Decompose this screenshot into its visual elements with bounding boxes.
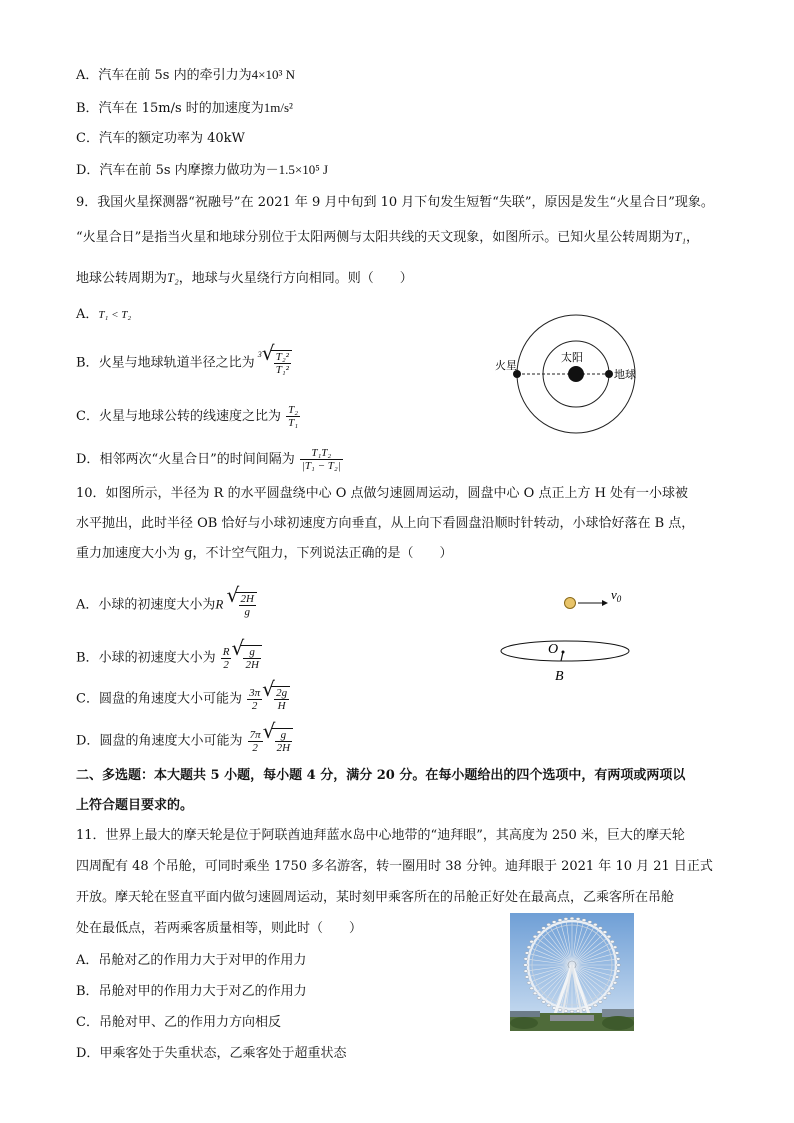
q11-option-a [76, 953, 306, 969]
gondola [588, 921, 592, 924]
option-label: D． [76, 1046, 100, 1061]
gondola [582, 1009, 586, 1012]
gondola [542, 927, 546, 930]
gondola [598, 1001, 602, 1004]
gondola [552, 921, 556, 924]
radius-ob [561, 652, 563, 661]
fraction [221, 646, 232, 671]
option-text: 汽车在前 5s 内的牵引力为 [98, 68, 252, 83]
gondola [598, 927, 602, 930]
gondola [582, 919, 586, 922]
option-text: 小球的初速度大小为 [98, 650, 216, 666]
frac-numerator: √ g [243, 646, 260, 659]
option-math: R [215, 596, 224, 612]
sun [568, 366, 584, 382]
q9-stem-line2 [76, 229, 699, 246]
frac-numerator: T₂² [275, 351, 289, 363]
option-label: C． [76, 1015, 99, 1030]
frac-numerator: √ 2H [240, 593, 254, 605]
option-label: B． [76, 101, 99, 116]
disk [501, 641, 629, 661]
gondola [570, 1010, 574, 1013]
frac-denominator: 2 [252, 741, 258, 754]
option-label: B． [76, 650, 99, 666]
q8-option-d [76, 162, 328, 179]
frac-denominator: g [244, 606, 250, 618]
option-math: 4×10³ N [251, 67, 295, 82]
gondola [564, 1010, 568, 1013]
v0-label: $v_0$ [611, 587, 622, 604]
ball [565, 598, 576, 609]
option-label: D． [76, 163, 100, 178]
gondola [570, 917, 574, 920]
b-label: B [555, 669, 564, 684]
option-text: 圆盘的角速度大小可能为 [99, 733, 243, 749]
q11-option-d [76, 1046, 346, 1062]
gondola [530, 940, 534, 943]
frac-denominator: |T₁ − T₂| [301, 460, 341, 472]
option-text: 吊舱对甲、乙的作用力方向相反 [98, 1015, 281, 1030]
gondola [610, 987, 614, 990]
frac-numerator: √ g [275, 729, 292, 742]
fraction [300, 447, 343, 472]
option-math: 1m/s² [263, 100, 293, 115]
option-label: A． [76, 307, 99, 322]
q10-stem-line1: 10．如图所示，半径为 R 的水平圆盘绕中心 O 点做匀速圆周运动，圆盘中心 O 点正上方 H 处有一小球被 [76, 486, 689, 501]
frac-denominator: 2 [223, 658, 229, 671]
frac-denominator: 2 [251, 699, 258, 712]
frac-denominator: 2H [245, 659, 259, 671]
option-label: A． [76, 597, 99, 613]
earth-label: 地球 [614, 369, 636, 381]
gondola [524, 964, 528, 967]
earth [605, 370, 613, 378]
frac-denominator: 2H [276, 742, 291, 754]
gondola [525, 976, 529, 979]
gondola [607, 992, 611, 995]
stem-text: ，地球与火星绕行方向相同。则（ ） [178, 271, 413, 286]
option-text: 圆盘的角速度大小可能为 [98, 691, 242, 707]
q9-stem-line1: 9．我国火星探测器“祝融号”在 2021 年 9 月中旬到 10 月下旬发生短暂“失联”，原因是发生“火星合日”现象。 [76, 195, 714, 210]
cube-root [257, 350, 292, 376]
gondola [615, 976, 619, 979]
option-math: T₁ < T₂ [98, 309, 132, 321]
gondola [610, 940, 614, 943]
gondola [558, 919, 562, 922]
q11-stem-line2: 四周配有 48 个吊舱，可同时乘坐 1750 多名游客，转一圈用时 38 分钟。迪拜眼于 2021 年 10 月 21 日正式 [76, 859, 713, 874]
option-label: B． [76, 984, 99, 999]
q9-option-c [76, 404, 301, 429]
sun-label: 太阳 [561, 352, 583, 364]
q9-option-a [76, 307, 131, 323]
option-math: －1.5×10⁵ J [265, 162, 329, 177]
fraction [247, 687, 262, 712]
q10-option-a [76, 592, 257, 618]
q11-stem-line4: 处在最低点，若两乘客质量相等，则此时（ ） [76, 921, 363, 936]
frac-numerator: √ 2g [276, 687, 288, 699]
q10-option-c [76, 686, 290, 712]
gondola [524, 958, 528, 961]
option-label: C． [76, 409, 99, 424]
gondola [547, 923, 551, 926]
square-root [272, 728, 293, 754]
disk-ball-figure [495, 585, 640, 685]
fraction [286, 404, 300, 429]
gondola [576, 918, 580, 921]
section2-line2: 上符合题目要求的。 [76, 798, 194, 813]
option-label: B． [76, 355, 99, 371]
symbol-t1: T₁ [674, 229, 687, 244]
stem-text: 地球公转周期为 [76, 271, 168, 286]
stem-text: “火星合日”是指当火星和地球分别位于太阳两侧与太阳共线的天文现象，如图所示。已知火星公转周期为 [76, 230, 675, 245]
q10-option-b [76, 645, 262, 671]
option-text: 汽车在 15m/s 时的加速度为 [98, 101, 264, 116]
option-label: D． [76, 452, 100, 467]
frac-numerator: 3π [249, 686, 261, 699]
gondola [613, 946, 617, 949]
frac-denominator: T₁² [275, 364, 289, 376]
q11-option-c [76, 1015, 281, 1031]
gondola [542, 1001, 546, 1004]
q10-option-d [76, 728, 293, 754]
option-text: 汽车的额定功率为 40kW [98, 131, 245, 146]
gondola [547, 1004, 551, 1007]
gondola [607, 935, 611, 938]
stem-punct: ， [686, 230, 700, 245]
frac-numerator: T₂ [288, 404, 299, 416]
gondola [593, 923, 597, 926]
symbol-t2: T₂ [167, 270, 179, 285]
option-label: D． [76, 733, 100, 749]
option-label: C． [76, 691, 99, 707]
q8-option-a [76, 67, 295, 84]
q9-stem-line3 [76, 270, 413, 287]
gondola [533, 992, 537, 995]
fraction [248, 729, 263, 754]
square-root [236, 592, 257, 618]
option-label: C． [76, 131, 99, 146]
gondola [564, 918, 568, 921]
q11-stem-line3: 开放。摩天轮在竖直平面内做匀速圆周运动，某时刻甲乘客所在的吊舱正好处在最高点，乙乘客所在吊舱 [76, 890, 675, 905]
square-root [240, 645, 261, 671]
option-text: 甲乘客处于失重状态，乙乘客处于超重状态 [99, 1046, 347, 1061]
q8-option-c [76, 131, 245, 147]
frac-numerator: R [222, 645, 230, 658]
frac-denominator: H [277, 700, 286, 712]
root-index: √ 3 [257, 350, 262, 359]
q9-option-b [76, 350, 292, 376]
gondola [533, 935, 537, 938]
gondola [617, 964, 621, 967]
q8-option-b [76, 100, 293, 117]
option-text: 吊舱对甲的作用力大于对乙的作用力 [98, 984, 307, 999]
q11-stem-line1: 11．世界上最大的摩天轮是位于阿联酋迪拜蓝水岛中心地带的“迪拜眼”，其高度为 250 米，巨大的摩天轮 [76, 828, 685, 843]
gondola [576, 1010, 580, 1013]
gondola [527, 981, 531, 984]
option-text: 火星与地球公转的线速度之比为 [98, 409, 281, 424]
gondola [524, 970, 528, 973]
ferris-wheel-illustration [510, 913, 634, 1031]
square-root [271, 686, 290, 712]
option-text: 汽车在前 5s 内摩擦力做功为 [99, 163, 266, 178]
frac-denominator: T₁ [288, 417, 299, 429]
option-text: 火星与地球轨道半径之比为 [98, 355, 255, 371]
option-label: A． [76, 953, 99, 968]
gondola [603, 931, 607, 934]
gondola [615, 952, 619, 955]
frac-numerator: T₁T₂ [300, 447, 343, 460]
gondola [525, 952, 529, 955]
arrow-head [602, 600, 608, 606]
gondola [537, 931, 541, 934]
gondola [616, 958, 620, 961]
gondola [616, 970, 620, 973]
mars-earth-sun-figure [490, 312, 650, 440]
gondola [613, 981, 617, 984]
q9-option-d [76, 447, 344, 472]
gondola [527, 946, 531, 949]
gondola [530, 987, 534, 990]
o-label: O [548, 642, 559, 657]
option-text: 小球的初速度大小为 [98, 597, 216, 613]
option-label: A． [76, 68, 99, 83]
gondola [537, 997, 541, 1000]
option-text: 吊舱对乙的作用力大于对甲的作用力 [98, 953, 307, 968]
q10-stem-line3: 重力加速度大小为 g，不计空气阻力，下列说法正确的是（ ） [76, 546, 453, 561]
ferris-wheel-photo [510, 913, 634, 1031]
section2-line1: 二、多选题：本大题共 5 小题，每小题 4 分，满分 20 分。在每小题给出的四个选项中，有两项或两项以 [76, 768, 686, 783]
option-text: 相邻两次“火星合日”的时间间隔为 [99, 452, 295, 467]
frac-numerator: 7π [249, 728, 261, 741]
gondola [603, 997, 607, 1000]
q10-stem-line2: 水平抛出，此时半径 OB 恰好与小球初速度方向垂直，从上向下看圆盘沿顺时针转动，小球恰好落在 B 点， [76, 516, 695, 531]
mars-label: 火星 [495, 360, 517, 372]
q11-option-b [76, 984, 307, 1000]
gondola [558, 1009, 562, 1012]
gondola [593, 1004, 597, 1007]
